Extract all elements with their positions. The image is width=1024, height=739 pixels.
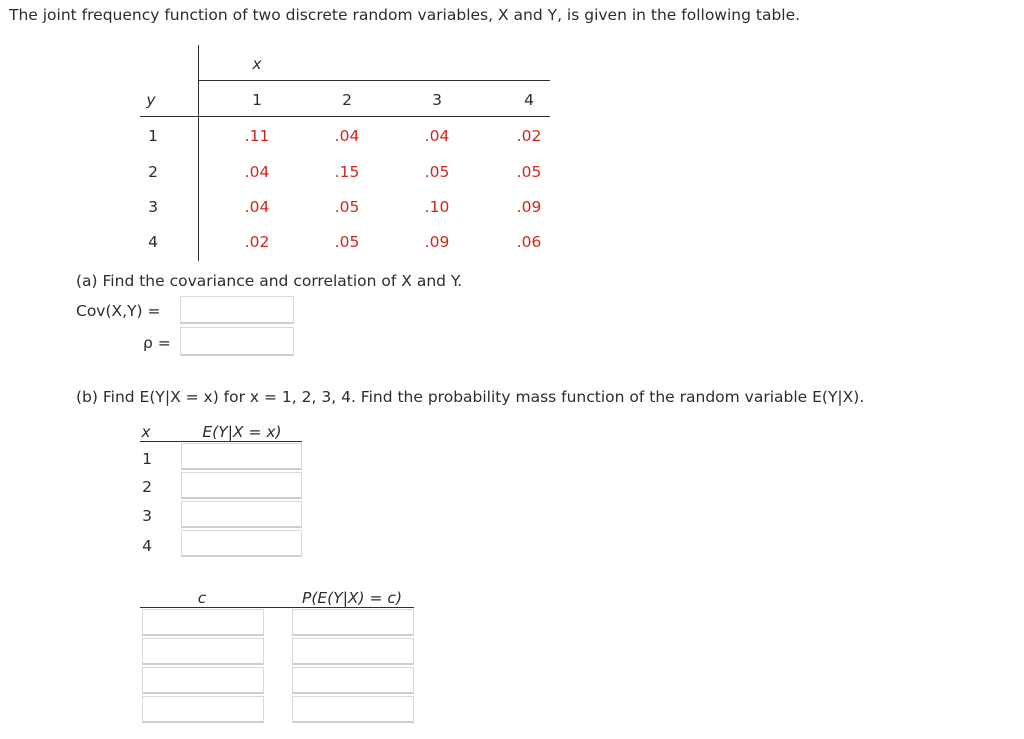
pmf-p-input[interactable] xyxy=(292,609,414,636)
table-header-rule xyxy=(198,80,550,81)
cond-col-x-header: x xyxy=(141,423,151,441)
row-variable-label: y xyxy=(146,91,156,109)
problem-intro: The joint frequency function of two discrete random variables, X and Y, is given in the following table. xyxy=(9,6,801,24)
cov-input[interactable] xyxy=(180,296,294,324)
table-cell: .04 xyxy=(334,127,360,145)
col-header: 1 xyxy=(252,91,262,109)
pmf-c-input[interactable] xyxy=(142,638,264,665)
table-cell: .02 xyxy=(516,127,542,145)
pmf-c-input[interactable] xyxy=(142,667,264,694)
table-cell: .04 xyxy=(244,198,270,216)
table-cell: .11 xyxy=(244,127,270,145)
table-vertical-divider xyxy=(198,45,199,261)
cond-expectation-input[interactable] xyxy=(181,501,302,528)
cond-x-value: 4 xyxy=(142,537,152,555)
table-cell: .05 xyxy=(424,163,450,181)
pmf-c-input[interactable] xyxy=(142,696,264,723)
col-header: 2 xyxy=(342,91,352,109)
part-a-prompt: (a) Find the covariance and correlation of X and Y. xyxy=(76,272,463,290)
cov-label: Cov(X,Y) = xyxy=(76,302,161,320)
table-cell: .04 xyxy=(244,163,270,181)
pmf-col-c-header: c xyxy=(197,589,207,607)
col-header: 3 xyxy=(432,91,442,109)
table-cell: .05 xyxy=(516,163,542,181)
pmf-header-rule xyxy=(140,607,414,608)
row-header: 1 xyxy=(148,127,158,145)
table-cell: .05 xyxy=(334,198,360,216)
cond-expectation-input[interactable] xyxy=(181,472,302,499)
rho-input[interactable] xyxy=(180,327,294,356)
cond-x-value: 1 xyxy=(142,450,152,468)
rho-label: ρ = xyxy=(143,334,171,352)
col-header: 4 xyxy=(524,91,534,109)
col-variable-label: x xyxy=(252,55,262,73)
part-b-prompt: (b) Find E(Y|X = x) for x = 1, 2, 3, 4. Find the probability mass function of the random variable E(Y|X). xyxy=(76,388,865,406)
pmf-col-p-header: P(E(Y|X) = c) xyxy=(301,589,403,607)
table-cell: .09 xyxy=(516,198,542,216)
cond-x-value: 2 xyxy=(142,478,152,496)
table-cell: .05 xyxy=(334,233,360,251)
pmf-p-input[interactable] xyxy=(292,696,414,723)
pmf-p-input[interactable] xyxy=(292,638,414,665)
cond-x-value: 3 xyxy=(142,507,152,525)
cond-col-e-header: E(Y|X = x) xyxy=(202,423,282,441)
table-cell: .09 xyxy=(424,233,450,251)
pmf-c-input[interactable] xyxy=(142,609,264,636)
cond-expectation-input[interactable] xyxy=(181,530,302,557)
table-cell: .02 xyxy=(244,233,270,251)
row-header: 4 xyxy=(148,233,158,251)
table-cell: .15 xyxy=(334,163,360,181)
pmf-p-input[interactable] xyxy=(292,667,414,694)
table-body-rule xyxy=(140,116,550,117)
row-header: 2 xyxy=(148,163,158,181)
cond-expectation-input[interactable] xyxy=(181,443,302,470)
table-cell: .10 xyxy=(424,198,450,216)
cond-header-rule xyxy=(140,441,302,442)
table-cell: .06 xyxy=(516,233,542,251)
table-cell: .04 xyxy=(424,127,450,145)
row-header: 3 xyxy=(148,198,158,216)
